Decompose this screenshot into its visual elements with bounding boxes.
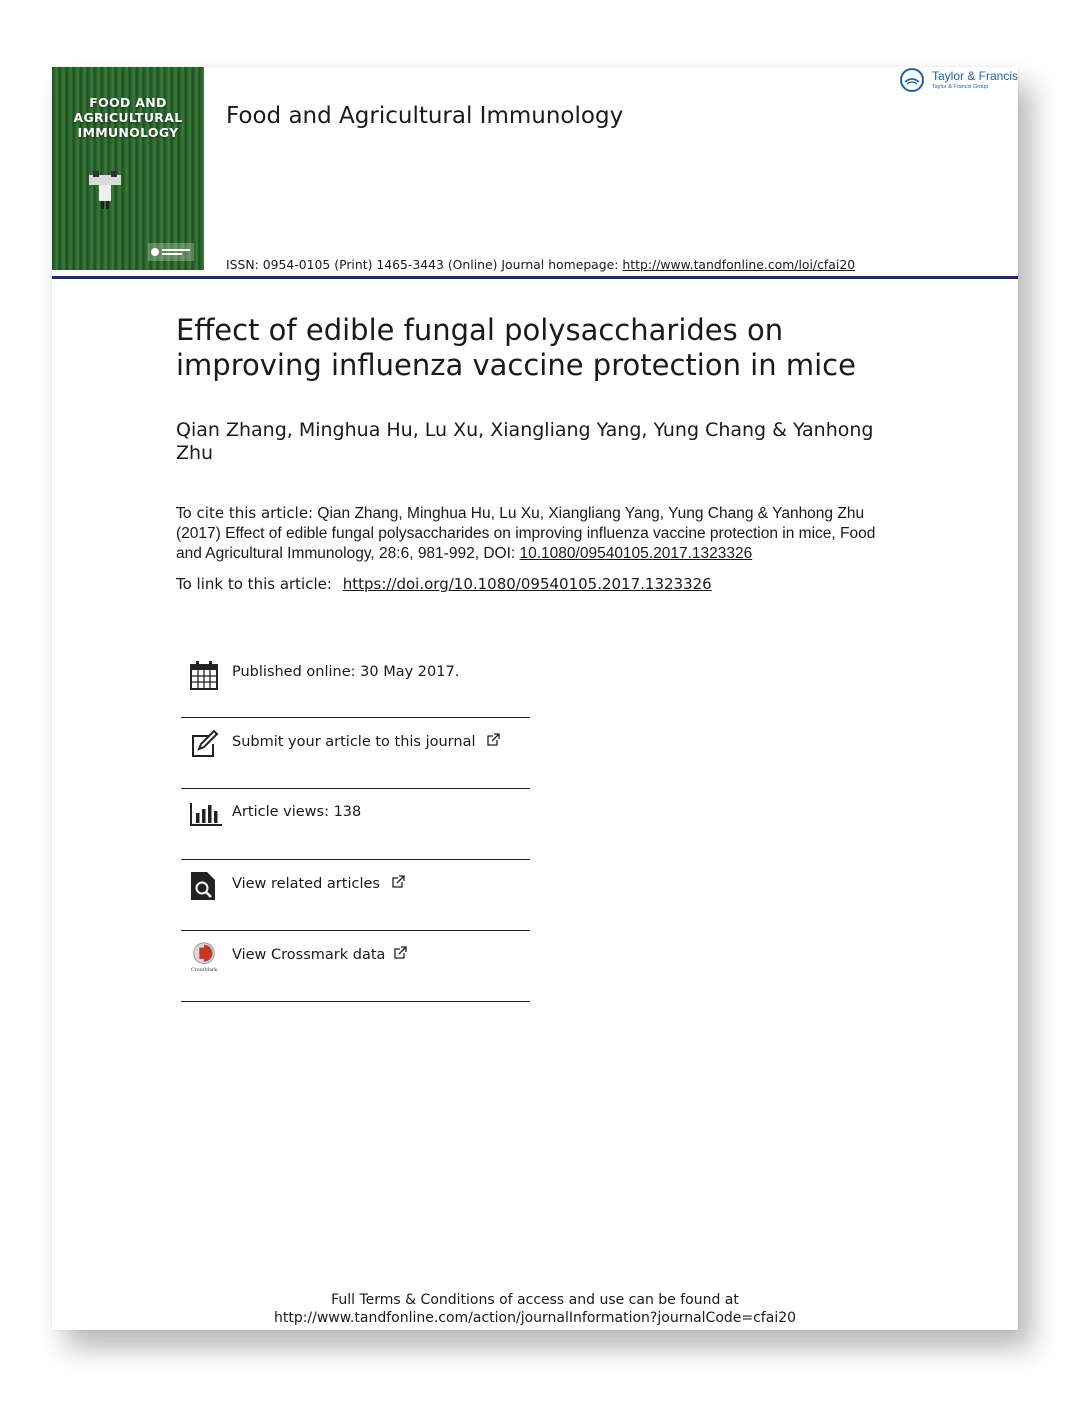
calendar-icon [189,659,219,691]
terms-footer [52,1291,1018,1327]
link-label: To link to this article: [176,575,332,593]
article-doi-link[interactable]: https://doi.org/10.1080/09540105.2017.1323326 [342,575,712,593]
crossmark-label [232,946,407,963]
tractor-icon [85,167,125,209]
cover-title-line-3: IMMUNOLOGY [77,125,179,140]
journal-cover-image [52,67,204,270]
cite-text: Qian Zhang, Minghua Hu, Lu Xu, Xiangliang Yang, Yung Chang & Yanhong Zhu (2017) Effect of edible fungal polysaccharides on improving influenza vaccine protection in mice, Food and Agricultural Immunology, 28:6, 981-992, DOI: [176,505,876,562]
edit-icon [189,728,219,760]
citation-block [176,503,876,564]
journal-name: Food and Agricultural Immunology [226,103,624,129]
article-views-text: Article views: 138 [232,804,362,820]
published-online-text: Published online: 30 May 2017. [232,664,460,680]
document-search-icon [189,870,219,902]
footer-terms-link[interactable]: http://www.tandfonline.com/action/journalInformation?journalCode=cfai20 [273,1310,797,1326]
crossmark-row[interactable] [181,931,530,1002]
published-online-row [181,649,530,718]
submit-article-label [232,733,500,750]
publisher-logo-icon [900,68,924,92]
publisher-subname: Taylor & Francis Group [932,84,989,90]
article-info-list [181,649,530,1002]
publisher-name: Taylor & Francis [932,69,1019,83]
external-link-icon [486,733,500,747]
publisher-logo [900,67,1020,97]
publisher-badge-icon [148,243,194,261]
related-articles-label [232,875,405,892]
cite-doi-link[interactable]: 10.1080/09540105.2017.1323326 [519,545,753,562]
external-link-icon [393,946,407,960]
article-link-line [176,575,876,593]
article-views-row [181,789,530,860]
journal-homepage-link[interactable]: http://www.tandfonline.com/loi/cfai20 [622,257,856,272]
cite-label: To cite this article: [176,504,314,522]
article-authors: Qian Zhang, Minghua Hu, Lu Xu, Xiangliang Yang, Yung Chang & Yanhong Zhu [176,419,874,464]
header-divider [52,276,1018,279]
related-articles-row[interactable] [181,860,530,931]
crossmark-icon [189,941,219,973]
article-cover-page [52,67,1018,1330]
bar-chart-icon [189,799,223,831]
cover-title [52,95,204,140]
article-title: Effect of edible fungal polysaccharides on improving influenza vaccine protection in mice [176,313,856,382]
cover-title-line-2: AGRICULTURAL [73,110,183,125]
related-articles-text: View related articles [232,876,380,892]
issn-text: ISSN: 0954-0105 (Print) 1465-3443 (Online) Journal homepage: [226,257,619,272]
submit-article-text: Submit your article to this journal [232,734,476,750]
cover-title-line-1: FOOD AND [89,95,167,110]
footer-line-1: Full Terms & Conditions of access and use can be found at [331,1292,739,1308]
crossmark-text: View Crossmark data [232,947,386,963]
external-link-icon [391,875,405,889]
crossmark-caption: CrossMark [190,968,218,973]
submit-article-row[interactable] [181,718,530,789]
issn-line [226,257,855,272]
